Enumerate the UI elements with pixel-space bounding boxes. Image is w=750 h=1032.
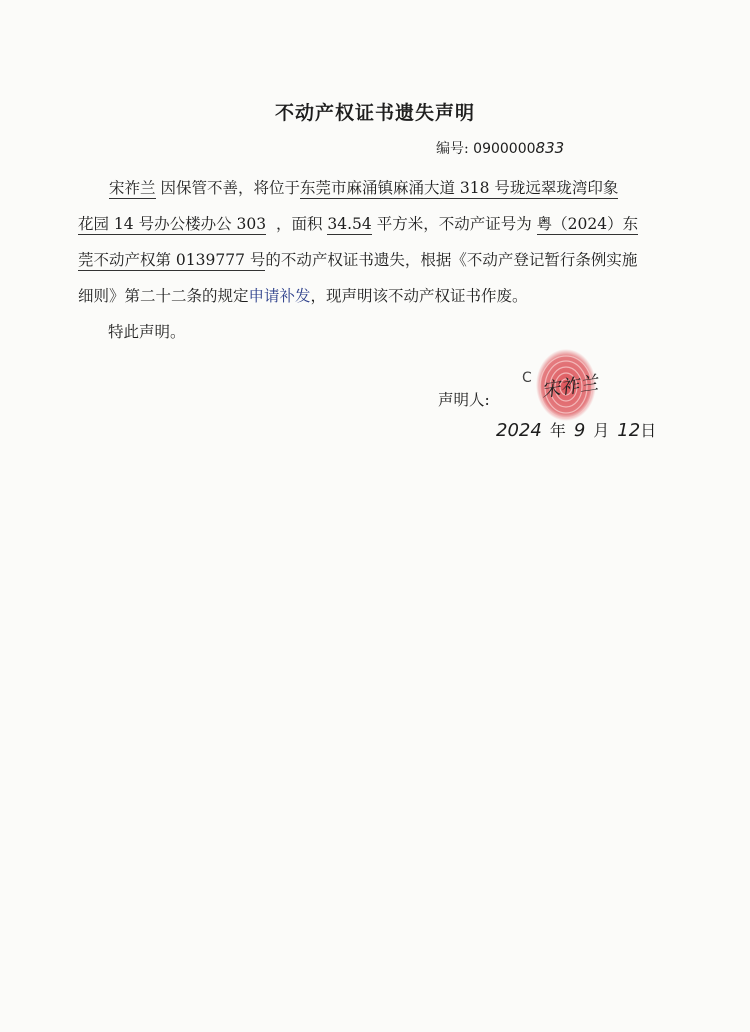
statement-seg6: ，现声明该不动产权证书作废。 (310, 287, 528, 305)
number-handwritten: 833 (535, 139, 565, 157)
owner-name: 宋祚兰 (109, 179, 156, 197)
document-title: 不动产权证书遗失声明 (274, 102, 475, 124)
handwritten-signature: 宋祚兰 (539, 372, 600, 402)
cert-part2: 莞不动产权第 0139777 号 (78, 251, 266, 269)
signature-mark: C (522, 370, 532, 386)
date-month: 9 (573, 420, 586, 441)
statement-seg3: 平方米，不动产证号为 (376, 215, 532, 233)
number-printed: 0900000 (473, 141, 536, 157)
number-label: 编号: (436, 141, 469, 157)
statement-line-3 (78, 242, 690, 278)
statement-line-2 (78, 206, 690, 242)
statement-body (78, 170, 690, 314)
statement-line-4 (78, 278, 690, 314)
date-year-label: 年 (549, 421, 566, 440)
area-value: 34.54 (327, 215, 372, 233)
document-number (436, 138, 564, 158)
date-line (496, 418, 664, 441)
declarant-label: 声明人: (438, 391, 490, 409)
date-day-label: 日 (640, 421, 657, 440)
date-year: 2024 (496, 420, 542, 441)
statement-seg5-blue: 申请补发 (248, 287, 311, 305)
statement-seg4: 的不动产权证书遗失，根据《不动产登记暂行条例实施 (265, 251, 638, 269)
cert-part1: 粤（2024）东 (536, 215, 639, 233)
statement-seg5: 细则》第二十二条的规定 (78, 287, 249, 305)
date-month-label: 月 (593, 421, 610, 440)
statement-seg2: ，面积 (275, 215, 323, 233)
address-part2: 花园 14 号办公楼办公 303 (78, 215, 267, 233)
date-day: 12 (617, 420, 641, 441)
address-part1: 东莞市麻涌镇麻涌大道 318 号珑远翠珑湾印象 (299, 179, 619, 197)
closing-text: 特此声明。 (108, 323, 186, 341)
statement-line-1 (78, 170, 690, 206)
statement-seg1: 因保管不善，将位于 (160, 179, 300, 197)
